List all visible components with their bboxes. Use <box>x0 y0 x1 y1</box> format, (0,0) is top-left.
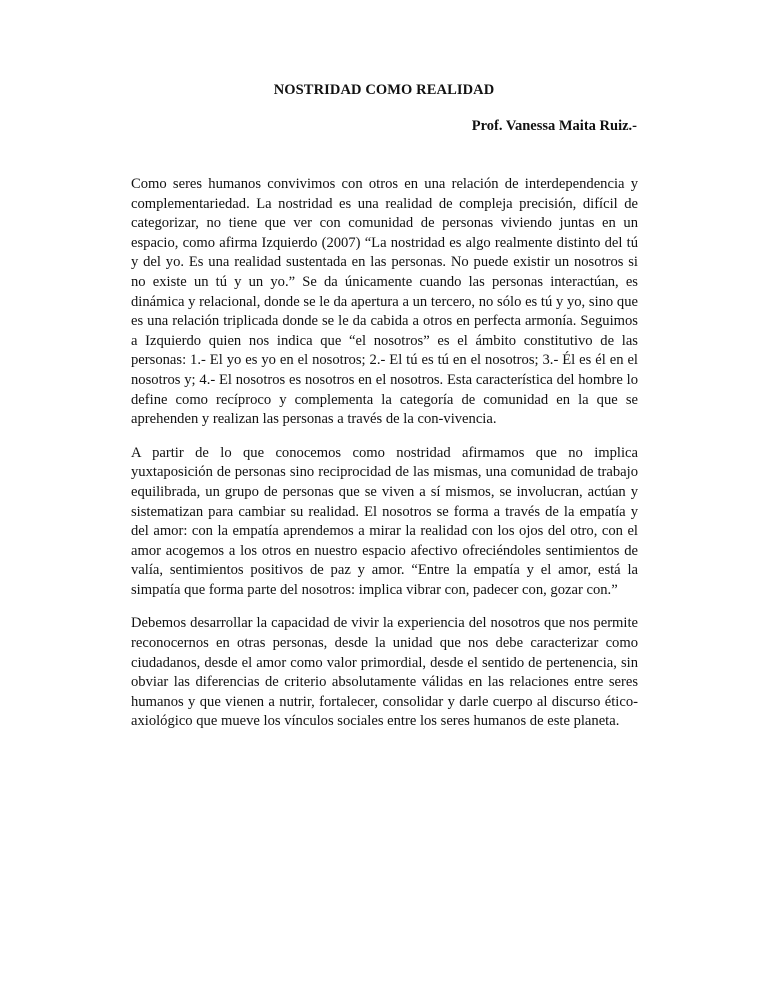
paragraph-3: Debemos desarrollar la capacidad de vivir la experiencia del nosotros que nos permite reconocernos en otras personas, desde la unidad que nos debe caracterizar como ciudadanos, desde el amor como valor primordial, desde el sentido de pertenencia, sin obviar las diferencias de criterio absolutamente válidas en las relaciones entre seres humanos y que vienen a nutrir, fortalecer, consolidar y darle cuerpo al discurso ético-axiológico que mueve los vínculos sociales entre los seres humanos de este planeta. <box>131 615 638 730</box>
document-body <box>131 175 638 746</box>
paragraph-2: A partir de lo que conocemos como nostridad afirmamos que no implica yuxtaposición de personas sino reciprocidad de las mismas, una comunidad de trabajo equilibrada, un grupo de personas que se viven a sí mismos, se involucran, actúan y sistematizan para cambiar su realidad. El nosotros se forma a través de la empatía y del amor: con la empatía aprendemos a mirar la realidad con los ojos del otro, con el amor acogemos a los otros en nuestro espacio afectivo ofreciéndoles sentimientos de valía, sentimientos positivos de paz y amor. “Entre la empatía y el amor, está la simpatía que forma parte del nosotros: implica vibrar con, padecer con, gozar con.” <box>131 444 638 598</box>
document-author: Prof. Vanessa Maita Ruiz.- <box>471 118 637 134</box>
paragraph-1: Como seres humanos convivimos con otros en una relación de interdependencia y complementariedad. La nostridad es una realidad de compleja precisión, difícil de categorizar, no tiene que ver con comunidad de personas viviendo juntas en un espacio, como afirma Izquierdo (2007) “La nostridad es algo realmente distinto del tú y del yo. Es una realidad sustentada en las personas. No puede existir un nosotros si no existe un tú y un yo.” Se da únicamente cuando las personas interactúan, es dinámica y relacional, donde se le da apertura a un tercero, no sólo es tú y yo, sino que es una relación triplicada donde se le da cabida a otros en perfecta armonía. Seguimos a Izquierdo quien nos indica que “el nosotros” es el ámbito constitutivo de las personas: 1.- El yo es yo en el nosotros; 2.- El tú es tú en el nosotros; 3.- Él es él en el nosotros y; 4.- El nosotros es nosotros en el nosotros. Esta característica del hombre lo define como recíproco y complementa la categoría de comunidad en la que se aprehenden y realizan las personas a través de la con-vivencia. <box>131 176 638 428</box>
document-title: NOSTRIDAD COMO REALIDAD <box>273 82 495 98</box>
